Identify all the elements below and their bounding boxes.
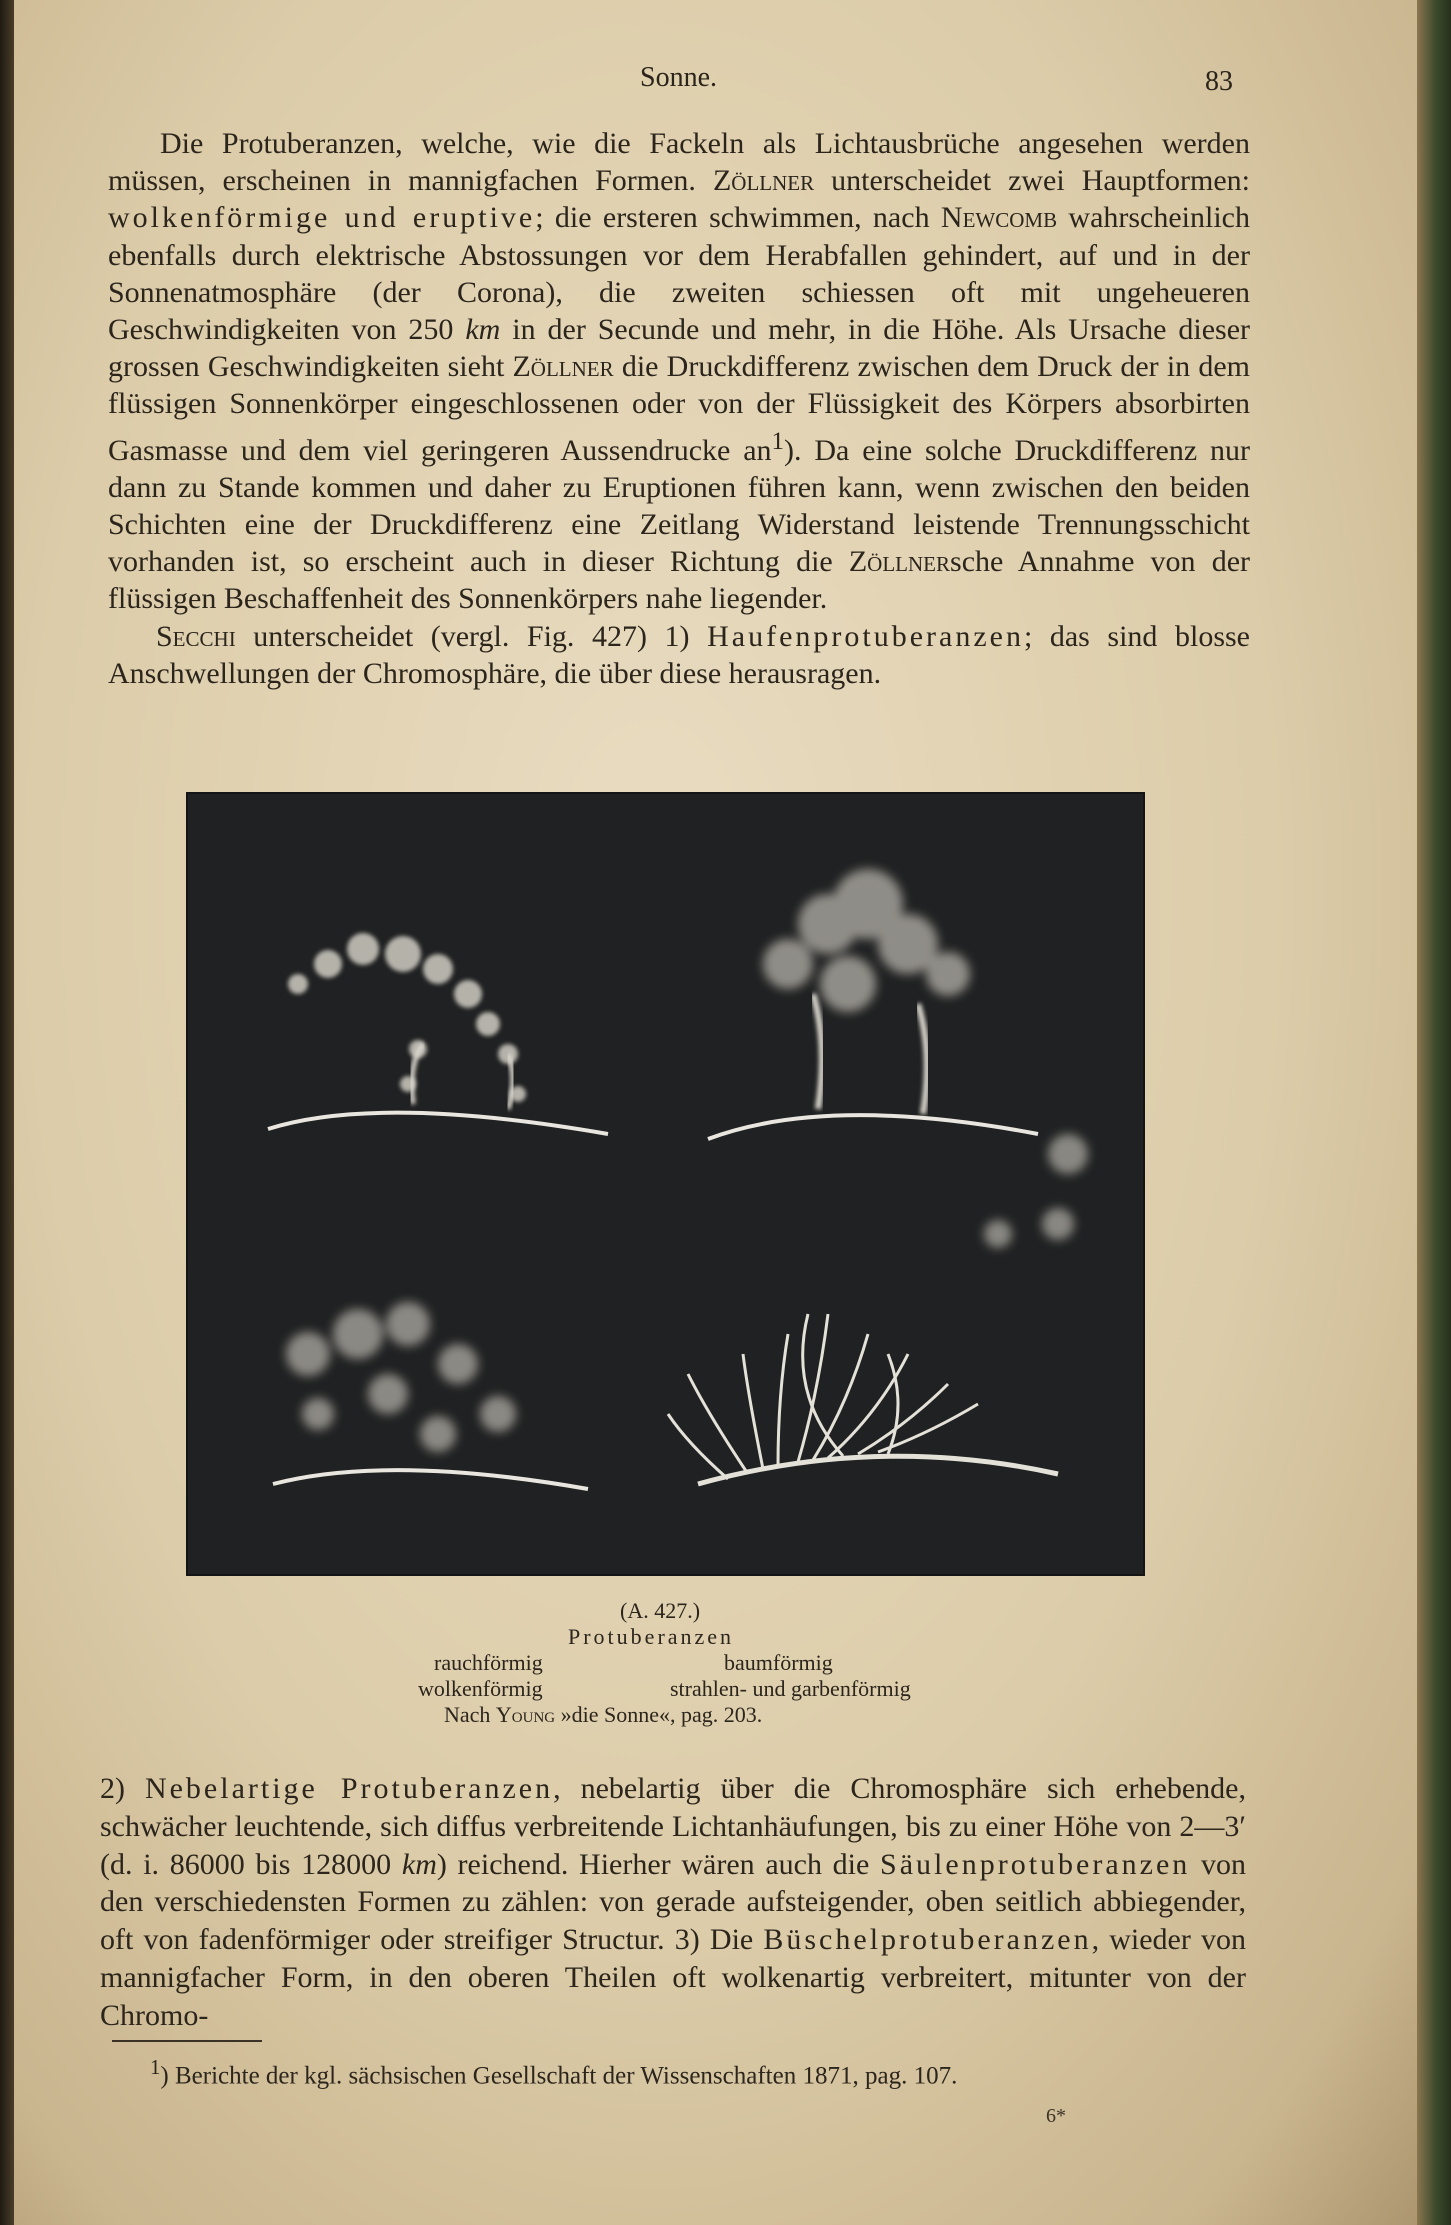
text-run: in der Secunde und mehr, in die Höhe. Als Ursache dieser grossen Geschwindigkeiten sieht (108, 313, 1251, 384)
binding-edge-left (0, 0, 14, 2225)
footnote-divider (112, 2040, 262, 2042)
author-name: Zöllner (512, 350, 614, 384)
figure-title: Protuberanzen (568, 1624, 735, 1649)
text-run: 2) (100, 1772, 145, 1805)
emphasis-term: Büschelprotuberanzen (763, 1923, 1092, 1957)
text-run: von den verschiedensten Formen zu zählen: von gerade aufsteigender, oben seitlich abbiegender, oft von fadenförmiger oder streifiger Structur. 3) Die (100, 1847, 1246, 1957)
text-run: Die Protuberanzen, welche, wie die Fackeln als Lichtausbrüche angesehen werden müssen, erscheinen in mannigfachen Formen. (108, 127, 1250, 198)
emphasis-term: Säulenprotuberanzen (880, 1847, 1191, 1881)
page-header (0, 62, 1451, 102)
text-run: sche Annahme von der flüssigen Beschaffenheit des Sonnenkörpers nahe liegender. (108, 545, 1250, 616)
author-name: Secchi (156, 619, 236, 653)
footnote-ref: 1 (771, 427, 785, 455)
page-number: 83 (1205, 66, 1233, 97)
figure-label-tree: baumförmig (724, 1650, 833, 1675)
text-run: ; das sind blosse Anschwellungen der Chromosphäre, die über diese herausragen. (108, 619, 1250, 690)
text-run: ). Da eine solche Druckdifferenz nur dann zu Stande kommen und daher zu Eruptionen führen kann, wenn zwischen den beiden Schichten eine der Druckdifferenz eine Zeitlang Widerstand leistende Trennungsschicht vorhanden ist, so erscheint auch in dieser Richtung die (108, 433, 1251, 579)
author-name: Zöllner (712, 164, 815, 198)
text-run: unterscheidet (vergl. Fig. 427) 1) (235, 619, 708, 653)
paragraph-3 (100, 1770, 1246, 2035)
text-run: »die Sonne«, pag. 203. (555, 1702, 763, 1727)
unit-km: km (401, 1847, 437, 1881)
binding-edge-right (1417, 0, 1451, 2225)
protuberance-illustration (188, 794, 1143, 1574)
text-run: , wieder von mannigfacher Form, in den oberen Theilen oft wolkenartig verbreitert, mitunter von der Chromo- (100, 1923, 1246, 2032)
paragraph-2 (108, 618, 1250, 692)
footnote-text: ) Berichte der kgl. sächsischen Gesellschaft der Wissenschaften 1871, pag. 107. (160, 2062, 958, 2090)
text-run: ) reichend. Hierher wären auch die (436, 1847, 881, 1881)
figure-number: (A. 427.) (620, 1598, 701, 1623)
figure-protuberances (186, 792, 1145, 1576)
footnote (150, 2055, 1150, 2090)
text-run: Nach (444, 1702, 496, 1727)
figure-label-smoke: rauchförmig (434, 1650, 543, 1675)
text-run: , nebelartig über die Chromosphäre sich erhebende, schwächer leuchtende, sich diffus verbreitende Lichtanhäufungen, bis zu einer Höhe von 2—3′ (d. i. 86000 bis 128000 (100, 1772, 1246, 1881)
signature-mark: 6* (1046, 2105, 1066, 2127)
unit-km: km (465, 313, 501, 347)
author-name: Newcomb (940, 201, 1058, 235)
running-head: Sonne. (640, 62, 717, 93)
author-name: Young (495, 1702, 556, 1727)
body-text-bottom (100, 1770, 1246, 2035)
paragraph-1 (108, 125, 1250, 618)
emphasis-term: Haufenprotuberanzen (707, 619, 1024, 653)
figure-label-cloud: wolkenförmig (418, 1676, 543, 1701)
figure-label-rays: strahlen- und garbenförmig (670, 1676, 911, 1701)
text-run: wahrscheinlich ebenfalls durch elektrische Abstossungen vor dem Herabfallen gehindert, auf und in der Sonnenatmosphäre (der Corona), die zweiten schiessen oft mit ungeheueren Geschwindigkeiten von 250 (108, 201, 1251, 347)
text-run: die Druckdifferenz zwischen dem Druck der in dem flüssigen Sonnenkörper eingeschlossenen oder von der Flüssigkeit des Körpers absorbirten Gasmasse und dem viel geringeren Aussendrucke an (108, 350, 1250, 467)
body-text-top (108, 125, 1250, 692)
text-run: unterscheidet zwei Hauptformen: (814, 164, 1251, 198)
emphasis-forms: wolkenförmige und eruptive (108, 201, 536, 235)
text-run: ; die ersteren schwimmen, nach (535, 201, 941, 235)
figure-source (444, 1702, 762, 1727)
footnote-marker: 1 (150, 2055, 161, 2079)
author-name: Zöllner (848, 545, 951, 579)
emphasis-term: Nebelartige Protuberanzen (144, 1772, 554, 1805)
